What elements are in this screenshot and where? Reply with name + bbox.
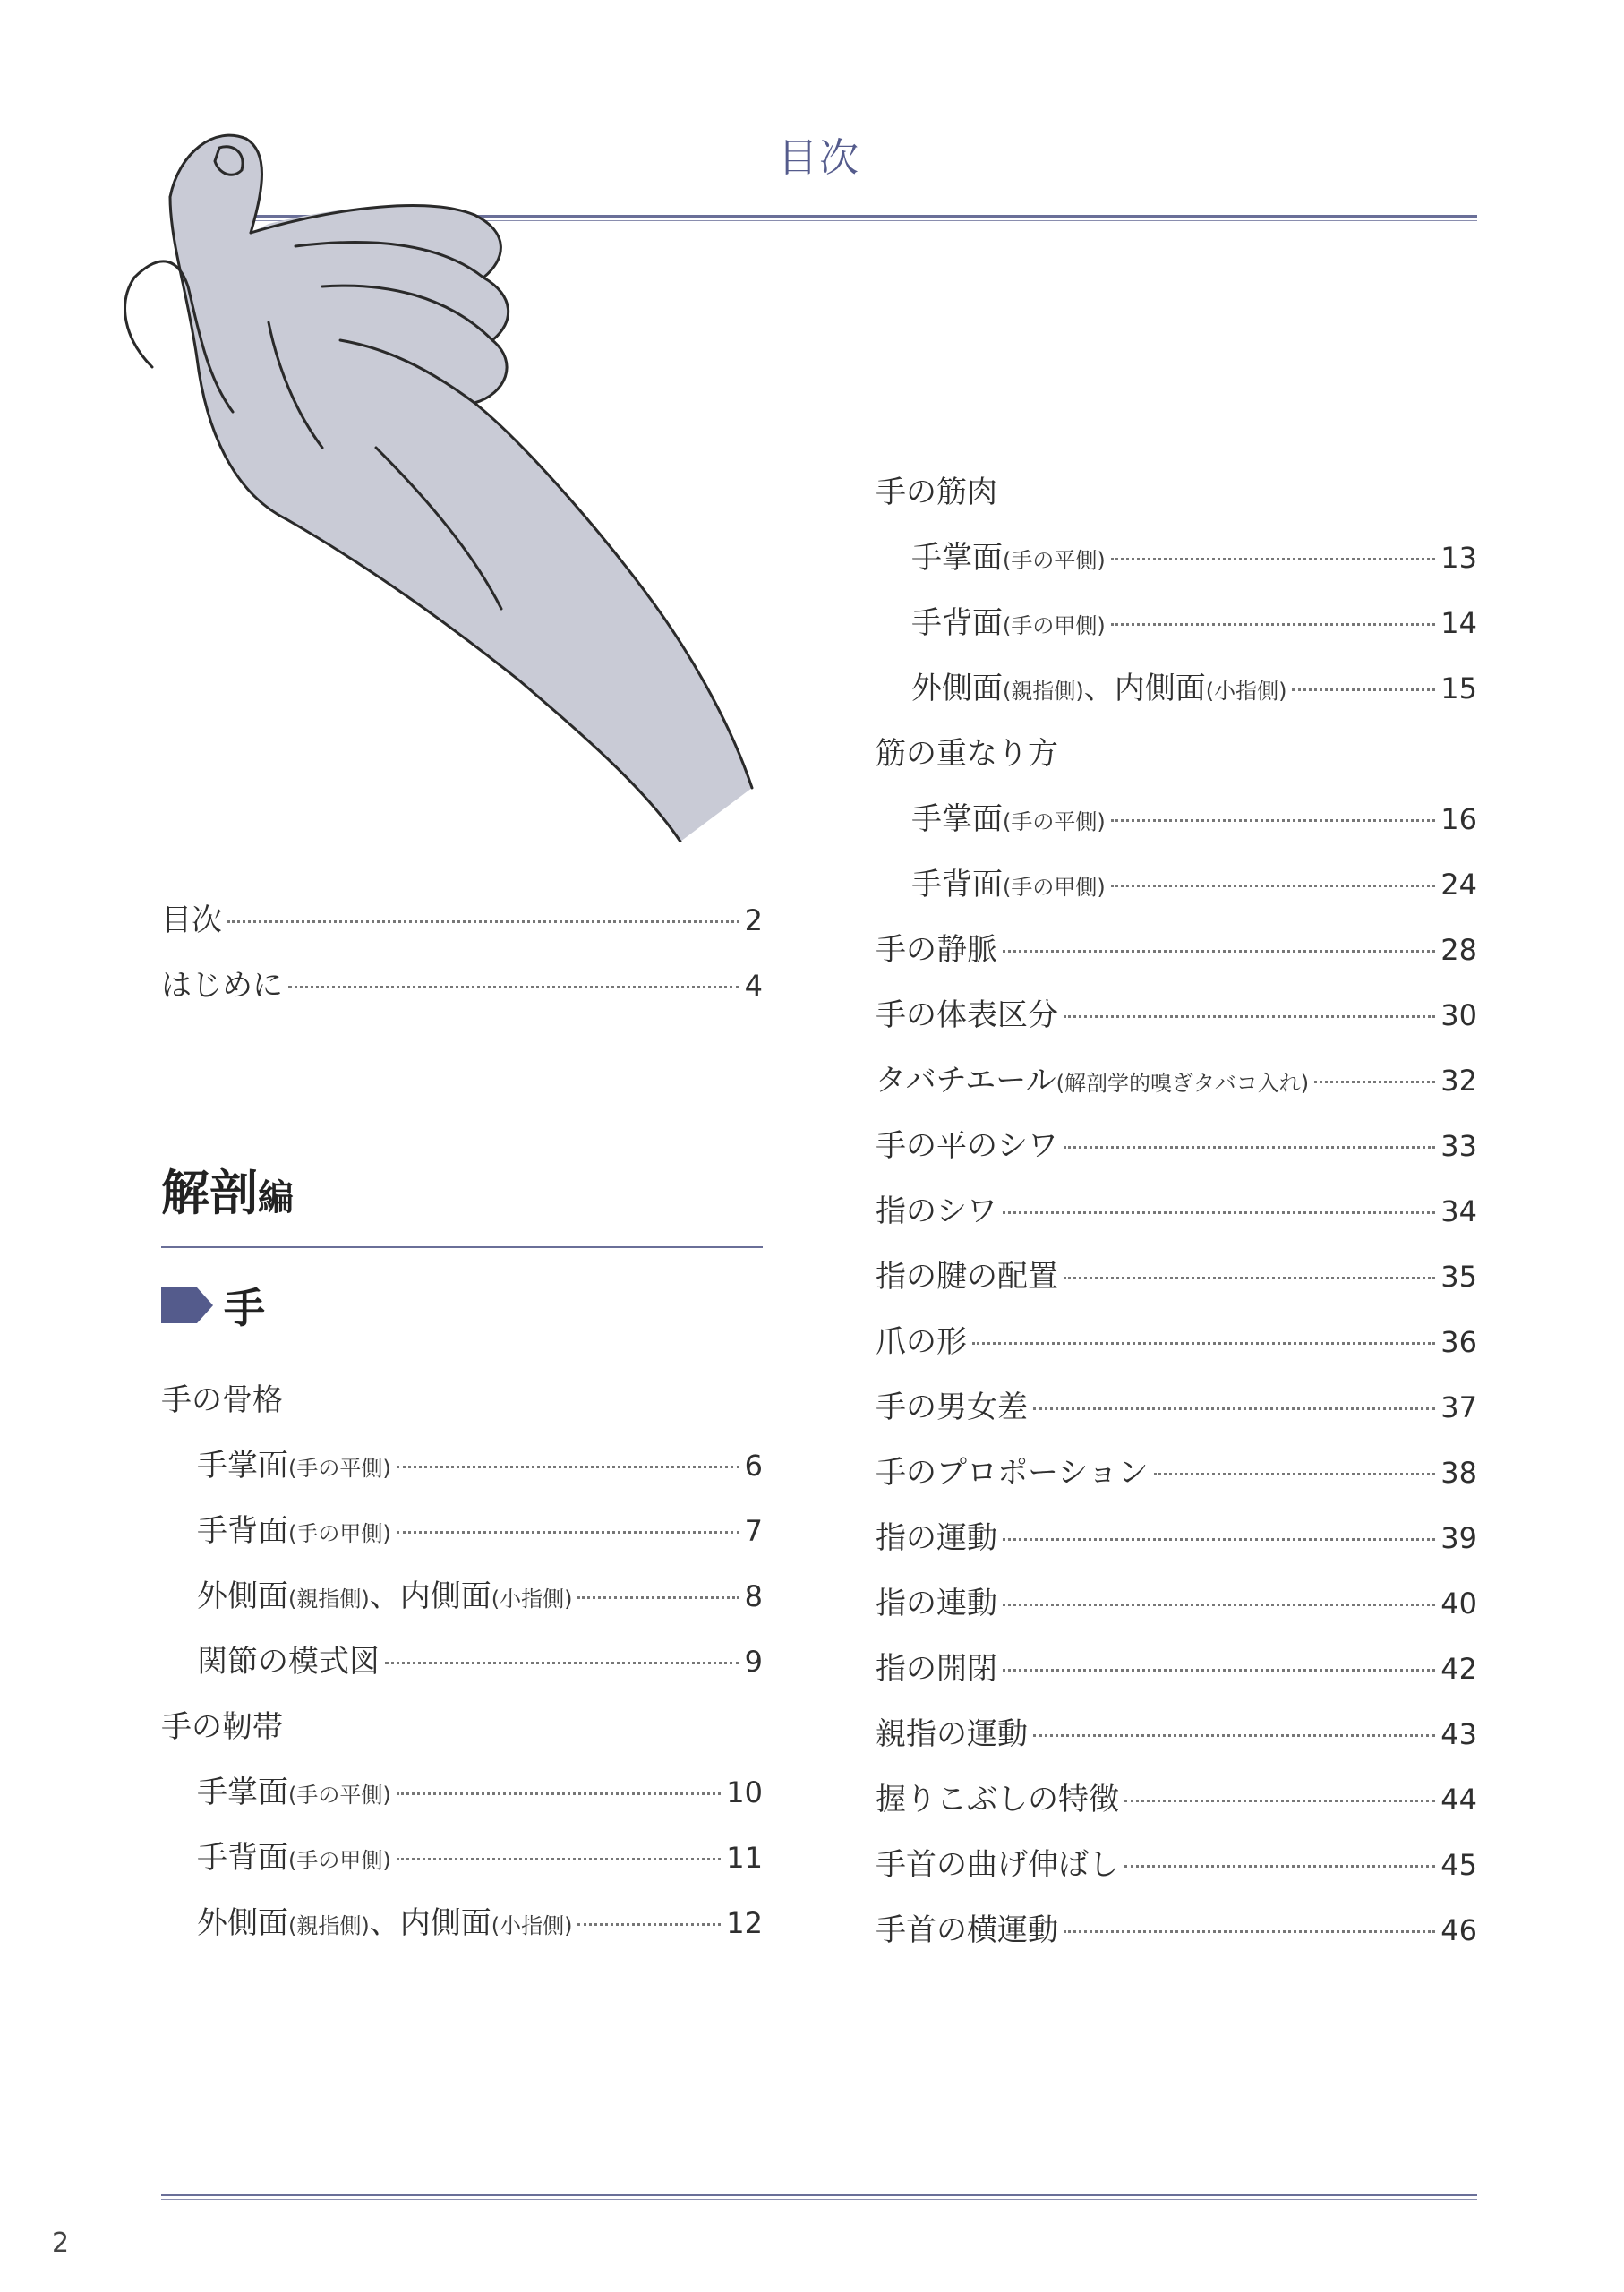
- toc-entry-page: 38: [1440, 1456, 1477, 1490]
- dot-leader: [1111, 885, 1436, 887]
- toc-entry-title-group: [197, 1571, 572, 1615]
- toc-entry-page: 7: [744, 1514, 763, 1548]
- footer-rule: [161, 2194, 1477, 2200]
- toc-list-left: [161, 1375, 763, 1963]
- toc-entry-note: (手の平側): [1003, 809, 1106, 834]
- toc-entry[interactable]: [161, 895, 763, 961]
- toc-entry-title: 筋の重なり方: [876, 736, 1058, 772]
- dot-leader: [1111, 558, 1436, 560]
- toc-entry[interactable]: [876, 1905, 1477, 1971]
- toc-entry[interactable]: [876, 533, 1477, 598]
- toc-entry-title: 指の連動: [876, 1586, 997, 1621]
- toc-entry-title: 爪の形: [876, 1324, 967, 1360]
- toc-entry-title: 外側面: [197, 1905, 288, 1941]
- toc-entry-page: 16: [1440, 802, 1477, 836]
- toc-entry[interactable]: [161, 1441, 763, 1506]
- toc-entry-note: (小指側): [1205, 679, 1287, 704]
- section-title: 解剖: [161, 1164, 258, 1221]
- toc-entry[interactable]: [876, 598, 1477, 663]
- dot-leader: [1064, 1015, 1435, 1018]
- toc-entry-note: (小指側): [491, 1586, 573, 1612]
- toc-entry[interactable]: [876, 663, 1477, 729]
- toc-entry-title-group: [876, 1186, 997, 1230]
- toc-entry-note: (手の甲側): [288, 1848, 391, 1873]
- dot-leader: [397, 1466, 739, 1468]
- toc-entry-title: 手掌面: [911, 801, 1003, 837]
- toc-entry-page: 9: [744, 1645, 763, 1679]
- toc-entry-title: 手背面: [911, 867, 1003, 902]
- toc-entry[interactable]: [161, 1571, 763, 1637]
- toc-entry[interactable]: [876, 1709, 1477, 1775]
- toc-entry-title-group: [876, 1513, 997, 1557]
- toc-entry[interactable]: [876, 1578, 1477, 1644]
- dot-leader: [577, 1596, 739, 1599]
- toc-entry-title: 手の平のシワ: [876, 1128, 1058, 1164]
- toc-entry-note: (親指側): [1003, 679, 1084, 704]
- toc-entry[interactable]: [876, 1056, 1477, 1121]
- dot-leader: [1124, 1800, 1435, 1802]
- toc-entry[interactable]: [876, 794, 1477, 860]
- toc-entry-note: (手の平側): [1003, 548, 1106, 573]
- toc-entry[interactable]: [876, 729, 1477, 794]
- dot-leader: [1003, 950, 1435, 953]
- toc-entry[interactable]: [876, 1513, 1477, 1578]
- toc-entry[interactable]: [161, 1833, 763, 1898]
- toc-entry-page: 42: [1440, 1652, 1477, 1686]
- page-title: 目次: [778, 135, 860, 181]
- toc-entry-title: 手掌面: [197, 1775, 288, 1810]
- toc-entry-page: 45: [1440, 1848, 1477, 1882]
- dot-leader: [1064, 1930, 1435, 1933]
- toc-entry-title-group: [876, 1840, 1119, 1884]
- dot-leader: [1003, 1669, 1435, 1672]
- toc-entry[interactable]: [876, 1775, 1477, 1840]
- toc-entry-title-group: [197, 1506, 391, 1550]
- toc-entry-title-group: [876, 1448, 1149, 1492]
- toc-entry-title: 手の男女差: [876, 1390, 1028, 1425]
- toc-entry-title: 、内側面: [1083, 671, 1206, 706]
- dot-leader: [577, 1923, 721, 1926]
- toc-entry-title: 手のプロポーション: [876, 1455, 1149, 1491]
- toc-entry-note: (親指側): [288, 1913, 370, 1938]
- dot-leader: [1003, 1538, 1435, 1541]
- dot-leader: [397, 1792, 722, 1795]
- section-heading: [161, 1155, 294, 1224]
- toc-entry[interactable]: [876, 990, 1477, 1056]
- toc-entry-note: (手の平側): [288, 1456, 391, 1481]
- toc-entry[interactable]: [876, 1121, 1477, 1186]
- toc-entry-title-group: [911, 794, 1106, 838]
- pentagon-arrow-marker-icon: [161, 1287, 213, 1323]
- toc-entry-page: 24: [1440, 868, 1477, 902]
- toc-entry-page: 4: [744, 969, 763, 1003]
- toc-entry-title-group: [197, 1767, 391, 1811]
- dot-leader: [1064, 1146, 1435, 1149]
- toc-entry-page: 35: [1440, 1260, 1477, 1294]
- toc-entry-title-group: [876, 1317, 967, 1361]
- subsection-title: 手: [224, 1284, 265, 1332]
- toc-entry-note: (手の平側): [288, 1783, 391, 1808]
- toc-entry-title: 手の静脈: [876, 932, 997, 968]
- toc-entry-title-group: [876, 1252, 1058, 1296]
- toc-list-right: [876, 467, 1477, 1971]
- subsection-heading: [161, 1276, 265, 1335]
- dot-leader: [1033, 1734, 1435, 1737]
- toc-entry-page: 15: [1440, 671, 1477, 706]
- toc-entry-title: 手の骨格: [161, 1382, 283, 1418]
- toc-entry-title-group: [197, 1441, 391, 1484]
- page-number: 2: [52, 2228, 70, 2259]
- toc-entry-title: 指のシワ: [876, 1193, 997, 1229]
- toc-entry[interactable]: [161, 1767, 763, 1833]
- toc-entry-title: 、内側面: [369, 1905, 491, 1941]
- toc-entry-title: 指の腱の配置: [876, 1259, 1058, 1295]
- toc-entry-page: 8: [744, 1579, 763, 1613]
- toc-entry[interactable]: [161, 961, 763, 1026]
- toc-entry-page: 44: [1440, 1783, 1477, 1817]
- dot-leader: [1033, 1407, 1435, 1410]
- toc-entry-title-group: [876, 990, 1058, 1034]
- dot-leader: [1003, 1211, 1435, 1214]
- toc-entry-title: 外側面: [197, 1578, 288, 1614]
- toc-entry[interactable]: [161, 1702, 763, 1767]
- toc-entry-page: 33: [1440, 1129, 1477, 1163]
- toc-entry-title: はじめに: [161, 968, 283, 1004]
- toc-entry[interactable]: [876, 1382, 1477, 1448]
- toc-entry-title: 外側面: [911, 671, 1003, 706]
- toc-entry[interactable]: [876, 1317, 1477, 1382]
- toc-entry[interactable]: [161, 1506, 763, 1571]
- dot-leader: [1003, 1604, 1435, 1606]
- toc-entry-page: 2: [744, 903, 763, 937]
- toc-entry-title: 指の運動: [876, 1520, 997, 1556]
- toc-entry-note: (小指側): [491, 1913, 573, 1938]
- toc-entry[interactable]: [876, 925, 1477, 990]
- toc-entry-page: 36: [1440, 1325, 1477, 1359]
- toc-entry-title-group: [911, 663, 1286, 707]
- toc-entry-title-group: [911, 598, 1106, 642]
- dot-leader: [385, 1662, 739, 1664]
- toc-entry-title: 握りこぶしの特徴: [876, 1782, 1119, 1817]
- toc-entry-page: 30: [1440, 998, 1477, 1032]
- toc-entry-page: 11: [726, 1841, 763, 1875]
- toc-entry-title-group: [161, 1702, 283, 1746]
- toc-entry[interactable]: [161, 1898, 763, 1963]
- toc-entry-title: 指の開閉: [876, 1651, 997, 1687]
- toc-entry-title: 目次: [161, 902, 222, 938]
- toc-entry-title-group: [197, 1637, 380, 1681]
- section-rule: [161, 1246, 763, 1248]
- toc-entry-note: (手の甲側): [1003, 613, 1106, 638]
- toc-entry-title: 親指の運動: [876, 1716, 1028, 1752]
- toc-entry-page: 28: [1440, 933, 1477, 967]
- toc-entry[interactable]: [876, 1252, 1477, 1317]
- toc-entry-note: (親指側): [288, 1586, 370, 1612]
- dot-leader: [1292, 688, 1435, 691]
- dot-leader: [1111, 819, 1436, 822]
- toc-entry-note: (手の甲側): [1003, 875, 1106, 900]
- toc-entry-title-group: [876, 1775, 1119, 1818]
- toc-entry-title-group: [876, 1905, 1058, 1949]
- toc-entry[interactable]: [876, 1186, 1477, 1252]
- toc-entry-title: 手の靭帯: [161, 1709, 283, 1745]
- hand-illustration: [54, 54, 770, 842]
- toc-entry[interactable]: [876, 1644, 1477, 1709]
- dot-leader: [397, 1858, 722, 1860]
- toc-entry-page: 14: [1440, 606, 1477, 640]
- toc-entry-title-group: [876, 1121, 1058, 1165]
- toc-entry-title: 手首の横運動: [876, 1912, 1058, 1948]
- section-title-suffix: 編: [258, 1176, 294, 1219]
- toc-entry-page: 43: [1440, 1717, 1477, 1751]
- toc-entry-title: 手掌面: [911, 540, 1003, 576]
- dot-leader: [288, 986, 739, 988]
- toc-entry-title: 手背面: [197, 1513, 288, 1549]
- toc-entry-title: 手の筋肉: [876, 475, 997, 510]
- toc-entry[interactable]: [876, 467, 1477, 533]
- toc-entry-page: 34: [1440, 1194, 1477, 1228]
- toc-entry-title-group: [911, 860, 1106, 903]
- toc-entry-title: 手背面: [197, 1840, 288, 1876]
- toc-entry-title-group: [876, 1056, 1309, 1099]
- toc-entry[interactable]: [161, 1637, 763, 1702]
- toc-entry-title-group: [876, 1709, 1028, 1753]
- toc-entry[interactable]: [876, 1840, 1477, 1905]
- dot-leader: [1314, 1081, 1435, 1083]
- toc-entry[interactable]: [161, 1375, 763, 1441]
- toc-entry-title: 手掌面: [197, 1448, 288, 1484]
- toc-entry-page: 10: [726, 1775, 763, 1809]
- toc-entry-note: (解剖学的嗅ぎタバコ入れ): [1056, 1071, 1310, 1096]
- dot-leader: [972, 1342, 1435, 1345]
- toc-entry[interactable]: [876, 860, 1477, 925]
- toc-entry-title-group: [876, 1382, 1028, 1426]
- toc-entry-title-group: [876, 925, 997, 969]
- dot-leader: [1124, 1865, 1435, 1868]
- toc-entry-page: 40: [1440, 1586, 1477, 1621]
- toc-entry-title-group: [876, 467, 997, 511]
- toc-entry-page: 37: [1440, 1390, 1477, 1424]
- toc-entry-title: 、内側面: [369, 1578, 491, 1614]
- toc-entry-title: タバチエール: [876, 1063, 1056, 1099]
- dot-leader: [1064, 1277, 1435, 1279]
- front-matter-list: [161, 895, 763, 1026]
- toc-entry-title: 手の体表区分: [876, 997, 1058, 1033]
- dot-leader: [397, 1531, 739, 1534]
- toc-entry-page: 46: [1440, 1913, 1477, 1947]
- toc-entry-title: 関節の模式図: [197, 1644, 380, 1680]
- toc-entry-title: 手背面: [911, 605, 1003, 641]
- dot-leader: [1154, 1473, 1436, 1475]
- toc-entry-title-group: [876, 1578, 997, 1622]
- toc-entry-page: 32: [1440, 1064, 1477, 1098]
- toc-entry-title-group: [876, 1644, 997, 1688]
- toc-entry-page: 6: [744, 1449, 763, 1483]
- toc-entry-title-group: [197, 1898, 572, 1942]
- toc-entry-note: (手の甲側): [288, 1521, 391, 1546]
- toc-entry-page: 12: [726, 1906, 763, 1940]
- toc-entry-title-group: [876, 729, 1058, 773]
- toc-entry-title-group: [911, 533, 1106, 577]
- toc-entry-page: 13: [1440, 541, 1477, 575]
- toc-entry-title-group: [161, 1375, 283, 1419]
- toc-entry-title: 手首の曲げ伸ばし: [876, 1847, 1119, 1883]
- toc-entry-page: 39: [1440, 1521, 1477, 1555]
- dot-leader: [227, 920, 739, 923]
- toc-entry-title-group: [197, 1833, 391, 1877]
- dot-leader: [1111, 623, 1436, 626]
- toc-entry[interactable]: [876, 1448, 1477, 1513]
